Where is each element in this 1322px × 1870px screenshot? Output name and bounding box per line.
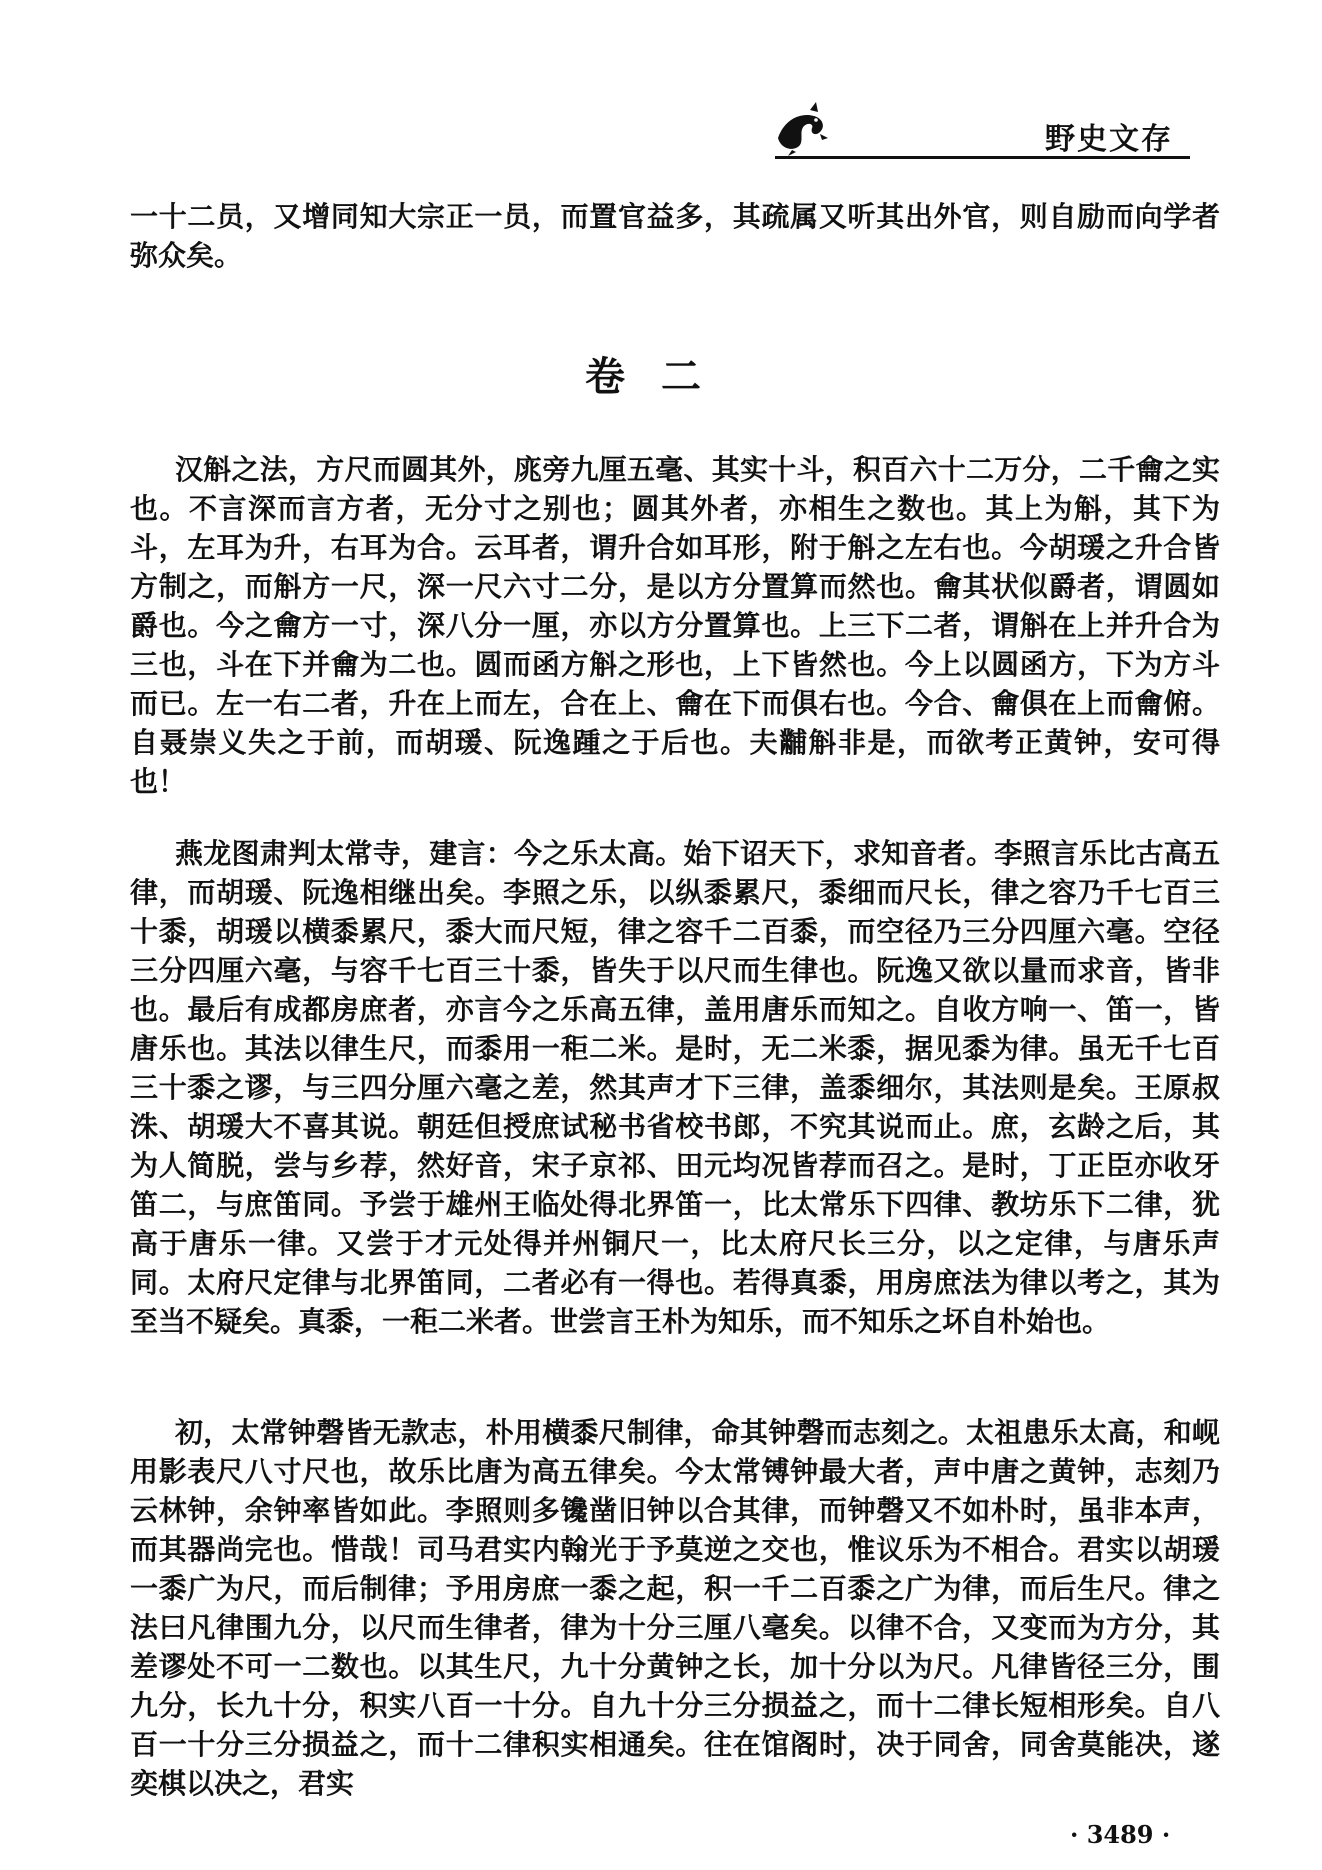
paragraph-3: 初，太常钟磬皆无款志，朴用横黍尺制律，命其钟磬而志刻之。太祖患乐太高，和岘用影表尺八寸尺也，故乐比唐为高五律矣。今太常镈钟最大者，声中唐之黄钟，志刻乃云林钟，余钟率皆如此。李照则多镵凿旧钟以合其律，而钟磬又不如朴时，虽非本声，而其器尚完也。惜哉！司马君实内翰光于予莫逆之交也，惟议乐为不相合。君实以胡瑗一黍广为尺，而后制律；予用房庶一黍之起，积一千二百黍之广为律，而后生尺。律之法曰凡律围九分，以尺而生律者，律为十分三厘八毫矣。以律不合，又变而为方分，其差谬处不可一二数也。以其生尺，九十分黄钟之长，加十分以为尺。凡律皆径三分，围九分，长九十分，积实八百一十分。自九十分三分损益之，而十二律长短相形矣。自八百一十分三分损益之，而十二律积实相通矣。往在馆阁时，决于同舍，同舍莫能决，遂奕棋以决之，君实 — [130, 1416, 1220, 1800]
paragraph-2: 燕龙图肃判太常寺，建言：今之乐太高。始下诏天下，求知音者。李照言乐比古高五律，而胡瑗、阮逸相继出矣。李照之乐，以纵黍累尺，黍细而尺长，律之容乃千七百三十黍，胡瑗以横黍累尺，黍大而尺短，律之容千二百黍，而空径乃三分四厘六毫。空径三分四厘六毫，与容千七百三十黍，皆失于以尺而生律也。阮逸又欲以量而求音，皆非也。最后有成都房庶者，亦言今之乐高五律，盖用唐乐而知之。自收方响一、笛一，皆唐乐也。其法以律生尺，而黍用一秬二米。是时，无二米黍，据见黍为律。虽无千七百三十黍之谬，与三四分厘六毫之差，然其声才下三律，盖黍细尔，其法则是矣。王原叔洙、胡瑗大不喜其说。朝廷但授庶试秘书省校书郎，不究其说而止。庶，玄龄之后，其为人简脱，尝与乡荐，然好音，宋子京祁、田元均况皆荐而召之。是时，丁正臣亦收牙笛二，与庶笛同。予尝于雄州王临处得北界笛一，比太常乐下四律、教坊乐下二律，犹高于唐乐一律。又尝于才元处得并州铜尺一，比太府尺长三分，以之定律，与唐乐声同。太府尺定律与北界笛同，二者必有一得也。若得真黍，用房庶法为律以考之，其为至当不疑矣。真黍，一秬二米者。世尝言王朴为知乐，而不知乐之坏自朴始也。 — [130, 837, 1220, 1338]
continued-paragraph: 一十二员，又增同知大宗正一员，而置官益多，其疏属又听其出外官，则自励而向学者弥众矣。 — [130, 200, 1220, 272]
book-title: 野史文存 — [1045, 122, 1173, 157]
section-title: 卷二 — [585, 354, 737, 400]
page-header — [0, 88, 1322, 168]
paragraph-1: 汉斛之法，方尺而圆其外，庣旁九厘五毫、其实十斗，积百六十二万分，二千龠之实也。不言深而言方者，无分寸之别也；圆其外者，亦相生之数也。其上为斛，其下为斗，左耳为升，右耳为合。云耳者，谓升合如耳形，附于斛之左右也。今胡瑗之升合皆方制之，而斛方一尺，深一尺六寸二分，是以方分置算而然也。龠其状似爵者，谓圆如爵也。今之龠方一寸，深八分一厘，亦以方分置算也。上三下二者，谓斛在上并升合为三也，斗在下并龠为二也。圆而函方斛之形也，上下皆然也。今上以圆函方，下为方斗而已。左一右二者，升在上而左，合在上、龠在下而俱右也。今合、龠俱在上而龠俯。自聂崇义失之于前，而胡瑗、阮逸踵之于后也。夫黼斛非是，而欲考正黄钟，安可得也！ — [130, 453, 1220, 798]
page-number: · 3489 · — [1070, 1820, 1171, 1849]
dragon-emblem-icon — [770, 98, 830, 158]
